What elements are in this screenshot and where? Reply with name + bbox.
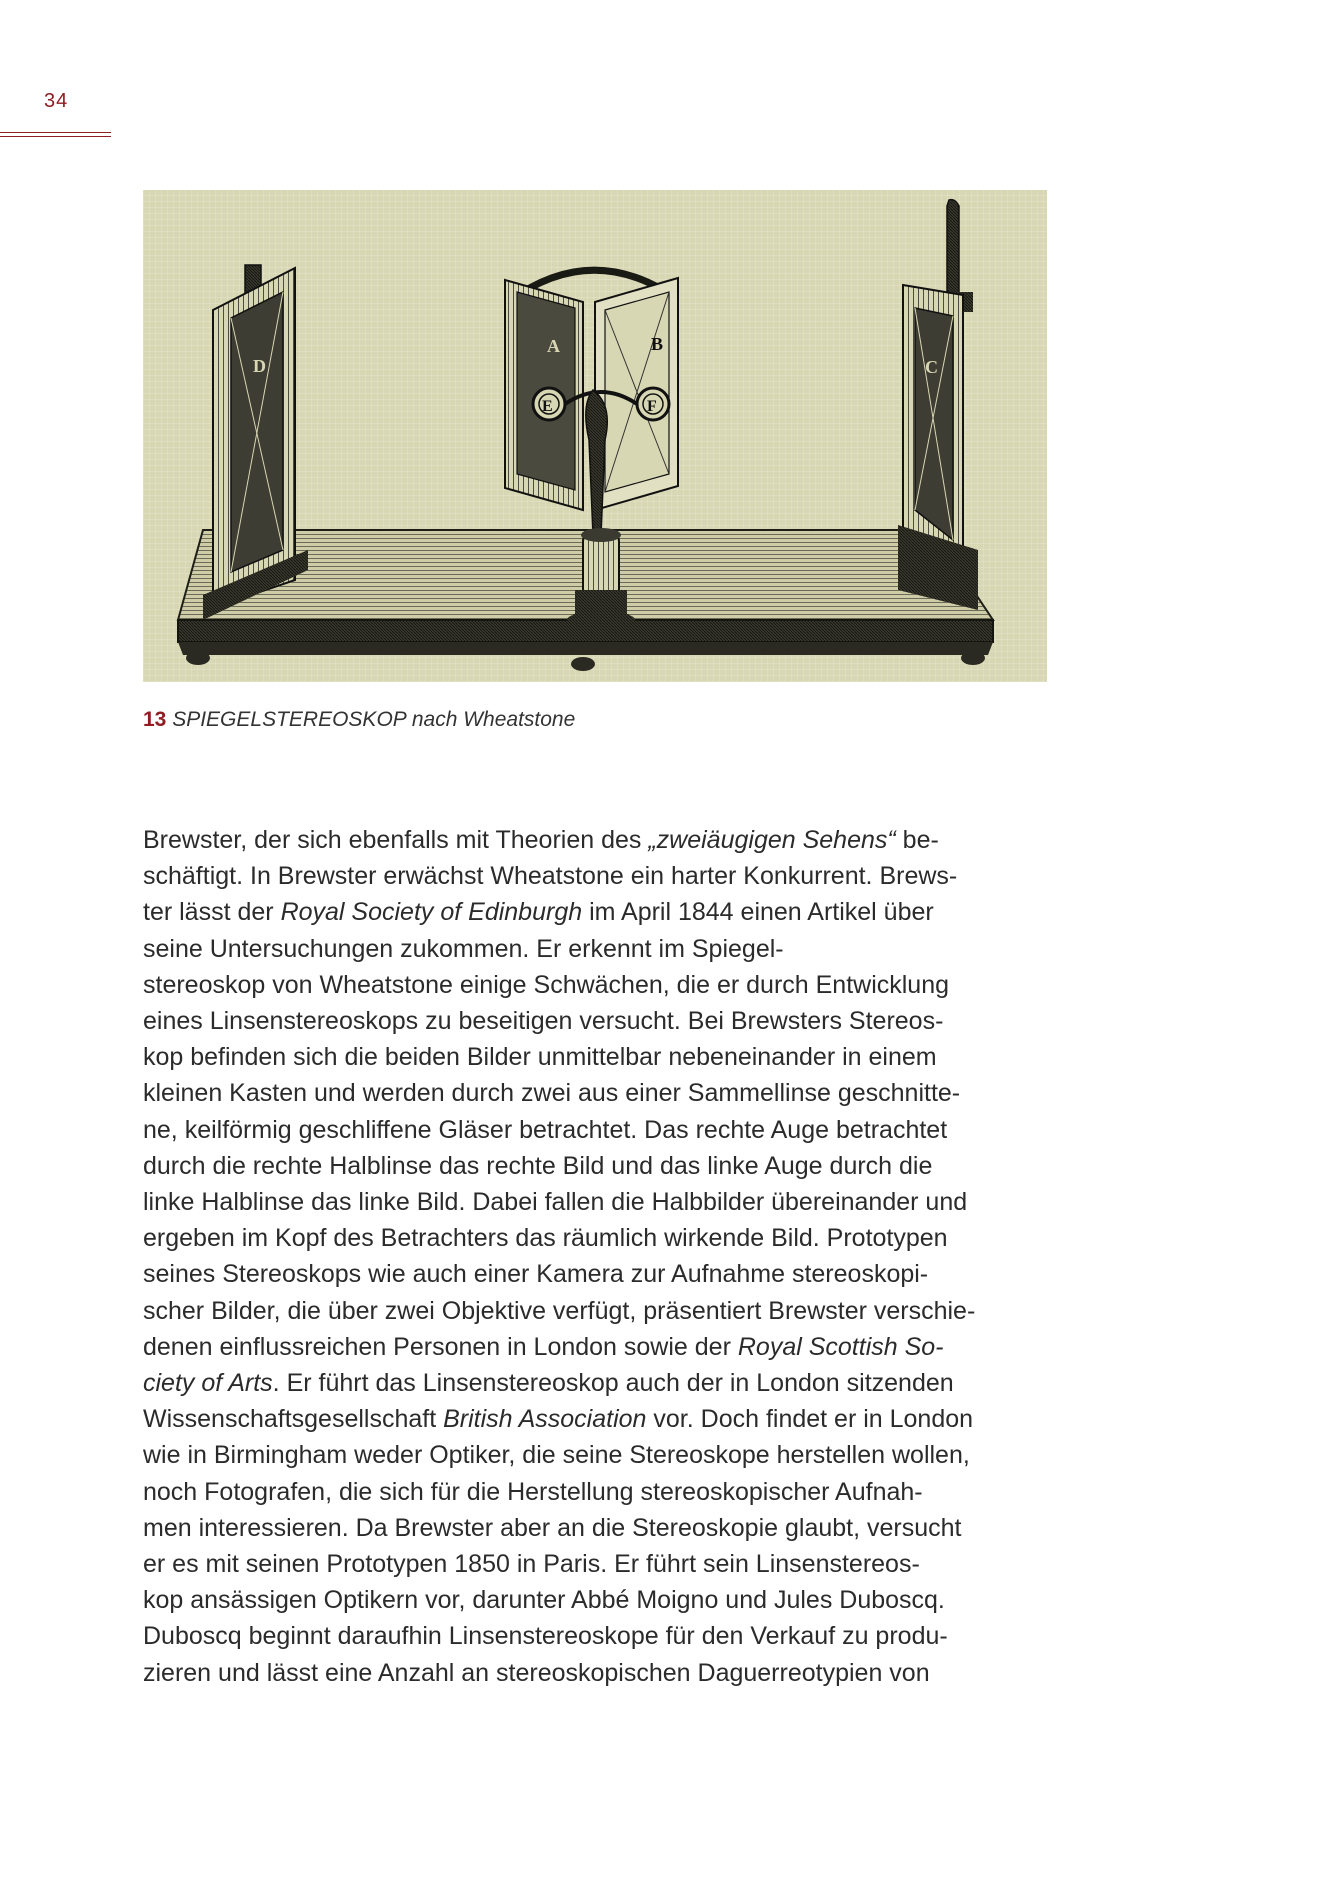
caption-number: 13 <box>143 708 167 731</box>
body-line <box>143 1437 1043 1473</box>
body-run: wie in Birmingham weder Optiker, die seine Stereoskope herstellen wollen, <box>143 1441 970 1470</box>
body-run-italic: ciety of Arts <box>143 1369 273 1398</box>
plate-letter-c: C <box>925 357 938 377</box>
body-line <box>143 1220 1043 1256</box>
body-line <box>143 967 1043 1003</box>
plate-letter-a: A <box>547 336 560 356</box>
body-line <box>143 1148 1043 1184</box>
body-run: be- <box>895 826 939 854</box>
body-run: Duboscq beginnt daraufhin Linsenstereoskope für den Verkauf zu produ- <box>143 1622 948 1651</box>
body-text <box>143 822 1043 1691</box>
body-line <box>143 1510 1043 1546</box>
body-run: seines Stereoskops wie auch einer Kamera zur Aufnahme stereoskopi- <box>143 1260 929 1289</box>
body-line <box>143 1401 1043 1437</box>
body-run: vor. Doch findet er in London <box>646 1405 974 1434</box>
body-run: durch die rechte Halblinse das rechte Bild und das linke Auge durch die <box>143 1151 933 1180</box>
body-run: im April 1844 einen Artikel über <box>582 898 934 927</box>
figure-caption <box>143 708 575 732</box>
body-run: scher Bilder, die über zwei Objektive verfügt, präsentiert Brewster verschie- <box>143 1296 976 1325</box>
body-run-italic: „zweiäugigen Sehens“ <box>648 826 896 854</box>
header-rule-bottom <box>0 136 111 137</box>
body-run: er es mit seinen Prototypen 1850 in Paris. Er führt sein Linsenstereos- <box>143 1550 920 1579</box>
page-number: 34 <box>44 90 69 112</box>
body-line <box>143 894 1043 930</box>
body-run: stereoskop von Wheatstone einige Schwächen, die er durch Entwicklung <box>143 970 950 999</box>
plate-letter-f: F <box>647 398 657 415</box>
caption-title: SPIEGELSTEREOSKOP nach Wheatstone <box>172 708 576 731</box>
body-line <box>143 858 1043 894</box>
body-line <box>143 1618 1043 1654</box>
body-run: denen einflussreichen Personen in London sowie der <box>143 1332 738 1361</box>
body-line <box>143 1112 1043 1148</box>
body-run: Wissenschaftsgesellschaft <box>143 1405 444 1434</box>
body-line <box>143 1655 1043 1691</box>
body-run: zieren und lässt eine Anzahl an stereoskopischen Daguerreotypien von <box>143 1658 930 1687</box>
body-run: schäftigt. In Brewster erwächst Wheatstone ein harter Konkurrent. Brews- <box>143 862 958 891</box>
body-line <box>143 1546 1043 1582</box>
body-run: ne, keilförmig geschliffene Gläser betrachtet. Das rechte Auge betrachtet <box>143 1115 948 1144</box>
body-line <box>143 1075 1043 1111</box>
body-run: kop ansässigen Optikern vor, darunter Abbé Moigno und Jules Duboscq. <box>143 1586 945 1615</box>
body-run-italic: Royal Scottish So- <box>737 1332 944 1361</box>
body-run: seine Untersuchungen zukommen. Er erkennt im Spiegel- <box>143 934 784 963</box>
body-run: Brewster, der sich ebenfalls mit Theorien des <box>143 826 649 854</box>
body-line <box>143 1256 1043 1292</box>
body-run: ergeben im Kopf des Betrachters das räumlich wirkende Bild. Prototypen <box>143 1224 948 1253</box>
body-run: linke Halblinse das linke Bild. Dabei fallen die Halbbilder übereinander und <box>143 1188 968 1217</box>
body-line <box>143 931 1043 967</box>
body-line <box>143 1003 1043 1039</box>
body-run: noch Fotografen, die sich für die Herstellung stereoskopischer Aufnah- <box>143 1477 923 1506</box>
body-run: ter lässt der <box>143 898 281 927</box>
body-line <box>143 1582 1043 1618</box>
body-line <box>143 1365 1043 1401</box>
body-line <box>143 1474 1043 1510</box>
mirror-stereoscope-engraving-icon <box>143 190 1047 682</box>
body-line <box>143 1293 1043 1329</box>
plate-letter-d: D <box>253 356 266 376</box>
body-run: kleinen Kasten und werden durch zwei aus einer Sammellinse geschnitte- <box>143 1079 961 1108</box>
header-rule-top <box>0 132 111 133</box>
body-run: . Er führt das Linsenstereoskop auch der in London sitzenden <box>272 1369 954 1398</box>
body-line <box>143 1184 1043 1220</box>
body-run: men interessieren. Da Brewster aber an die Stereoskopie glaubt, versucht <box>143 1513 962 1542</box>
body-run-italic: Royal Society of Edinburgh <box>280 898 583 927</box>
body-run: eines Linsenstereoskops zu beseitigen versucht. Bei Brewsters Stereos- <box>143 1007 944 1036</box>
body-line <box>143 1039 1043 1075</box>
body-line <box>143 1329 1043 1365</box>
body-run: kop befinden sich die beiden Bilder unmittelbar nebeneinander in einem <box>143 1043 937 1072</box>
plate-letter-b: B <box>651 334 664 354</box>
body-line <box>143 822 1043 858</box>
plate-letter-e: E <box>542 398 553 415</box>
figure-mirror-stereoscope <box>143 190 1047 682</box>
body-run-italic: British Association <box>443 1405 647 1434</box>
